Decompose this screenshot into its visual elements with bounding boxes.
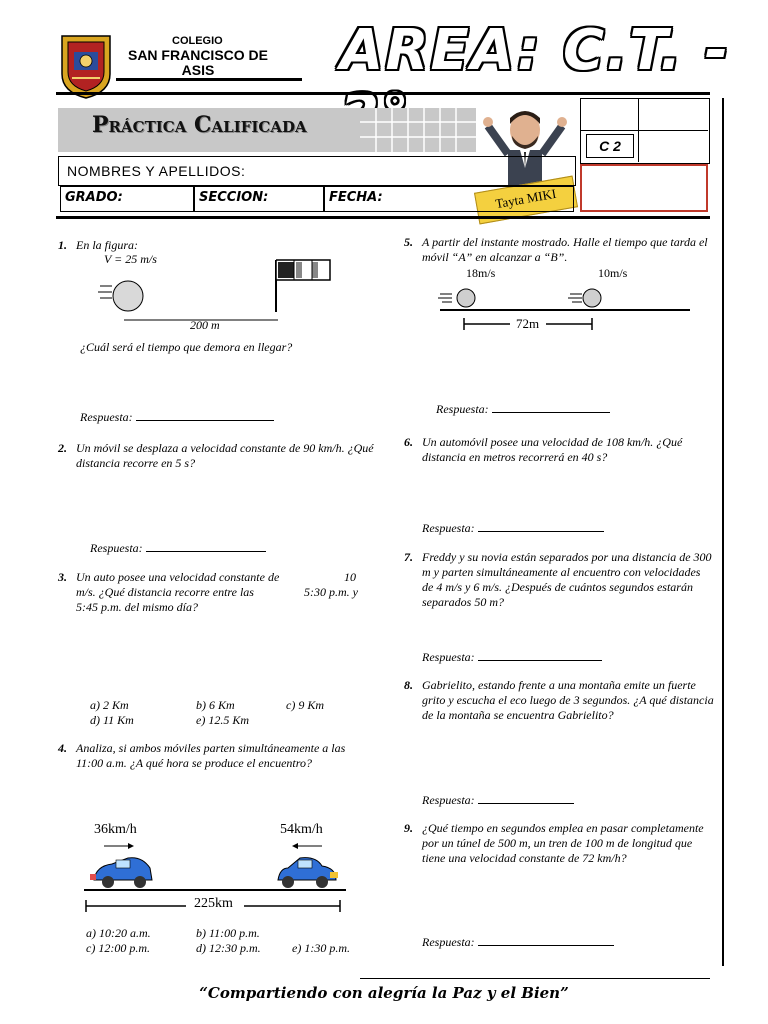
- q2-answer-line[interactable]: [146, 551, 266, 552]
- q4-distance: 225km: [194, 896, 233, 911]
- school-underline: [116, 78, 302, 81]
- q1-answer: [80, 410, 274, 425]
- q9-answer-line[interactable]: [478, 945, 614, 946]
- section-field[interactable]: [194, 186, 324, 212]
- names-field[interactable]: [58, 156, 576, 186]
- fields-rule: [56, 216, 710, 219]
- q5-answer-line[interactable]: [492, 412, 610, 413]
- banner-grid: [360, 108, 476, 152]
- grade-label: GRADO:: [65, 190, 123, 205]
- q7-number: 7.: [404, 550, 413, 564]
- q4-speed-a: 36km/h: [94, 822, 137, 837]
- q7-answer: [422, 650, 602, 665]
- q8-answer-line[interactable]: [478, 803, 574, 804]
- q1-velocity: V = 25 m/s: [104, 252, 157, 266]
- q4-text: Analiza, si ambos móviles parten simultáneamente a las 11:00 a.m. ¿A qué hora se produce el encuentro?: [76, 741, 346, 770]
- q5-diagram: [436, 284, 692, 334]
- footer-rule: [360, 978, 710, 979]
- practice-title: Práctica Calificada: [92, 112, 307, 138]
- q5-speed-a: 18m/s: [466, 266, 496, 280]
- q9-text: ¿Qué tiempo en segundos emplea en pasar completamente por un túnel de 500 m, un tren de 100 m de longitud que tiene una velocidad constante de 72 km/h?: [422, 821, 704, 865]
- q1-text: En la figura:: [76, 238, 138, 252]
- car-a-icon: [90, 858, 152, 888]
- q5-distance: 72m: [516, 316, 540, 331]
- mobile-b-icon: [583, 289, 601, 307]
- q6-text: Un automóvil posee una velocidad de 108 km/h. ¿Qué distancia en metros recorrerá en 40 s?: [422, 435, 683, 464]
- q4-option-e[interactable]: e) 1:30 p.m.: [292, 941, 350, 955]
- q3-number: 3.: [58, 570, 67, 584]
- q1-answer-label: Respuesta:: [80, 410, 133, 424]
- grade-box[interactable]: [580, 164, 708, 212]
- q9-answer: [422, 935, 614, 950]
- q5-answer: [436, 402, 610, 417]
- q1-distance: 200 m: [190, 318, 220, 332]
- q6-number: 6.: [404, 435, 413, 449]
- q3-option-e[interactable]: e) 12.5 Km: [196, 713, 249, 727]
- school-label: COLEGIO: [172, 35, 223, 47]
- score-grid-hline: [580, 130, 708, 131]
- q8-number: 8.: [404, 678, 413, 692]
- q8-text: Gabrielito, estando frente a una montaña emite un fuerte grito y escucha el eco luego de 3 segundos. ¿A qué distancia de la montaña se encuentra Gabrielito?: [422, 678, 714, 722]
- mobile-a-icon: [457, 289, 475, 307]
- q6-answer: [422, 521, 604, 536]
- q2-text: Un móvil se desplaza a velocidad constante de 90 km/h. ¿Qué distancia recorre en 5 s?: [76, 441, 374, 470]
- q9-number: 9.: [404, 821, 413, 835]
- q4-number: 4.: [58, 741, 67, 755]
- q2-answer: [90, 541, 266, 556]
- car-b-icon: [278, 858, 338, 888]
- q8-answer: [422, 793, 574, 808]
- q3-line3: 5:45 p.m. del mismo día?: [76, 600, 198, 614]
- q5-speed-b: 10m/s: [598, 266, 628, 280]
- names-label: NOMBRES Y APELLIDOS:: [67, 163, 246, 179]
- exam-code: C 2: [586, 134, 634, 158]
- q7-answer-label: Respuesta:: [422, 650, 475, 664]
- header-rule: [56, 92, 710, 95]
- q4-option-b[interactable]: b) 11:00 p.m.: [196, 926, 260, 940]
- q3-line2b: 5:30 p.m. y: [304, 585, 358, 599]
- q1-flag: [276, 258, 332, 282]
- q3-option-b[interactable]: b) 6 Km: [196, 698, 235, 712]
- q6-answer-label: Respuesta:: [422, 521, 475, 535]
- q4-option-c[interactable]: c) 12:00 p.m.: [86, 941, 150, 955]
- q3-option-a[interactable]: a) 2 Km: [90, 698, 129, 712]
- school-name-line-2: ASIS: [181, 62, 215, 78]
- q4-option-a[interactable]: a) 10:20 a.m.: [86, 926, 151, 940]
- q4-option-d[interactable]: d) 12:30 p.m.: [196, 941, 261, 955]
- q1-answer-line[interactable]: [136, 420, 274, 421]
- school-crest: [60, 34, 112, 100]
- q7-text: Freddy y su novia están separados por una distancia de 300 m y parten simultáneamente al encuentro con velocidades de 4 m/s y 6 m/s. ¿Después de cuántos segundos estarán separados 50 m?: [422, 550, 712, 609]
- q1-number: 1.: [58, 238, 67, 252]
- q6-answer-line[interactable]: [478, 531, 604, 532]
- school-name: [116, 48, 280, 78]
- q4-speed-b: 54km/h: [280, 822, 323, 837]
- date-field[interactable]: [324, 186, 574, 212]
- q3-line1b: 10: [344, 570, 356, 584]
- q3-option-d[interactable]: d) 11 Km: [90, 713, 134, 727]
- q7-answer-line[interactable]: [478, 660, 602, 661]
- date-label: FECHA:: [329, 190, 383, 205]
- section-label: SECCION:: [199, 190, 269, 205]
- q3-option-c[interactable]: c) 9 Km: [286, 698, 324, 712]
- q3-line1a: Un auto posee una velocidad constante de: [76, 570, 280, 584]
- q1-question: ¿Cuál será el tiempo que demora en llegar?: [80, 340, 293, 354]
- footer-motto: “Compartiendo con alegría la Paz y el Bien”: [199, 984, 569, 1002]
- q3-line2a: m/s. ¿Qué distancia recorre entre las: [76, 585, 254, 599]
- q9-answer-label: Respuesta:: [422, 935, 475, 949]
- q2-answer-label: Respuesta:: [90, 541, 143, 555]
- q5-answer-label: Respuesta:: [436, 402, 489, 416]
- grade-field[interactable]: [60, 186, 194, 212]
- school-name-line-1: SAN FRANCISCO DE: [127, 47, 268, 63]
- right-border: [722, 98, 724, 966]
- q8-answer-label: Respuesta:: [422, 793, 475, 807]
- q5-text: A partir del instante mostrado. Halle el tiempo que tarda el móvil “A” en alcanzar a “B”.: [422, 235, 708, 264]
- area-title: AREA: C.T. -: [340, 18, 731, 83]
- mascot-name: Tayta MIKI: [494, 185, 558, 212]
- q5-number: 5.: [404, 235, 413, 249]
- q2-number: 2.: [58, 441, 67, 455]
